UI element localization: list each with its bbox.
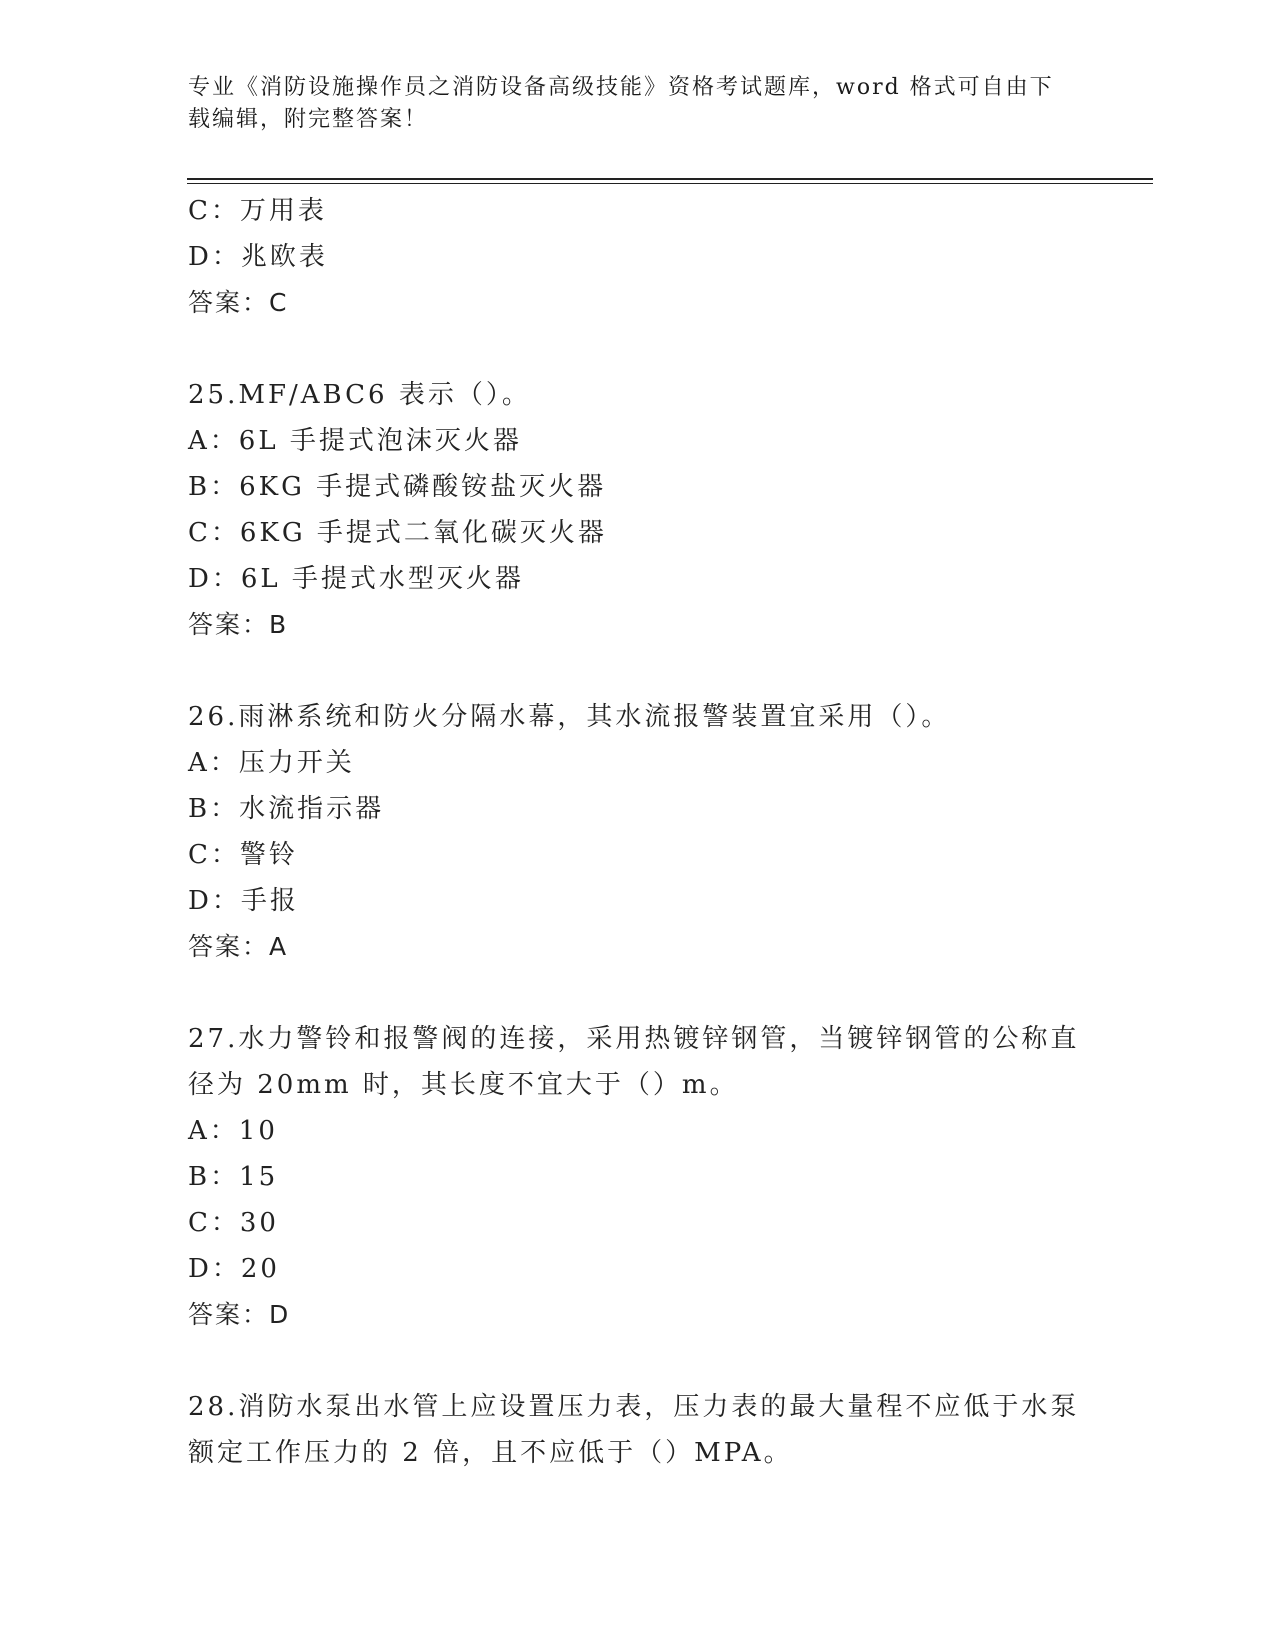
q26-answer: 答案：A <box>188 932 289 961</box>
q26-option-b: B：水流指示器 <box>188 794 385 824</box>
q27-option-a: A：10 <box>188 1116 278 1146</box>
q27-option-d: D：20 <box>188 1254 280 1284</box>
q25-option-c: C：6KG 手提式二氧化碳灭火器 <box>188 518 607 548</box>
q28-stem-line-1: 28.消防水泵出水管上应设置压力表，压力表的最大量程不应低于水泵 <box>188 1392 1080 1422</box>
q26-option-d: D：手报 <box>188 886 299 916</box>
q27-stem-line-1: 27.水力警铃和报警阀的连接，采用热镀锌钢管，当镀锌钢管的公称直 <box>188 1024 1080 1054</box>
q26-stem: 26.雨淋系统和防火分隔水幕，其水流报警装置宜采用（）。 <box>188 702 951 732</box>
q25-option-a: A：6L 手提式泡沫灭火器 <box>188 426 522 456</box>
header-rule-thick <box>187 178 1153 180</box>
prev-option-d: D：兆欧表 <box>188 242 328 272</box>
q27-answer: 答案：D <box>188 1300 291 1329</box>
q27-option-b: B：15 <box>188 1162 279 1192</box>
q28-stem-line-2: 额定工作压力的 2 倍，且不应低于（）MPA。 <box>188 1438 793 1468</box>
prev-option-c: C：万用表 <box>188 196 327 226</box>
q25-option-d: D：6L 手提式水型灭火器 <box>188 564 524 594</box>
question-content <box>188 188 1088 1476</box>
q25-stem: 25.MF/ABC6 表示（）。 <box>188 380 531 410</box>
q25-answer: 答案：B <box>188 610 289 639</box>
prev-answer: 答案：C <box>188 288 289 317</box>
header-rule-thin <box>187 183 1153 184</box>
q27-option-c: C：30 <box>188 1208 279 1238</box>
header-line-1: 专业《消防设施操作员之消防设备高级技能》资格考试题库，word 格式可自由下 <box>188 75 1054 100</box>
q25-option-b: B：6KG 手提式磷酸铵盐灭火器 <box>188 472 607 502</box>
q27-stem-line-2: 径为 20mm 时，其长度不宜大于（）m。 <box>188 1070 739 1100</box>
document-header <box>188 72 1088 136</box>
q26-option-c: C：警铃 <box>188 840 298 870</box>
q26-option-a: A：压力开关 <box>188 748 355 778</box>
header-line-2: 载编辑，附完整答案！ <box>188 107 429 132</box>
